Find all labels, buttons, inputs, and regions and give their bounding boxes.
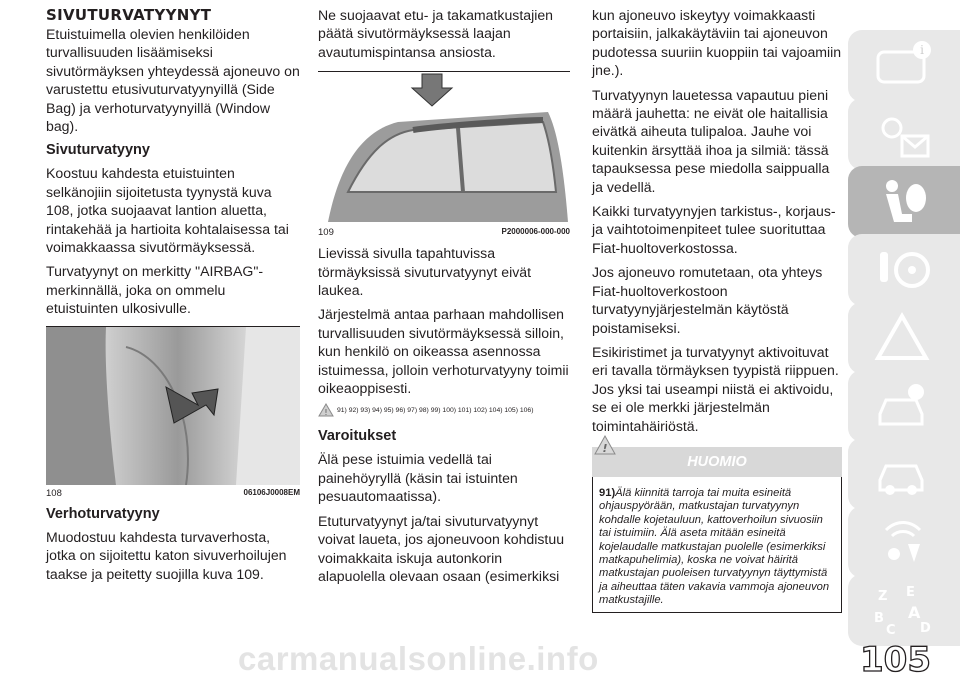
page-number: 105 xyxy=(860,640,931,680)
tab-dashboard[interactable] xyxy=(848,98,960,170)
paragraph: Ne suojaavat etu- ja takamatkustajien päätä sivutörmäyksessä laajan avautumispintansa ansiosta. xyxy=(318,7,554,60)
warning-triangle-icon xyxy=(872,310,934,366)
section-heading: SIVUTURVATYYNYT xyxy=(46,6,212,24)
note-body xyxy=(592,477,842,613)
figure-number: 109 xyxy=(318,227,334,239)
figure-109 xyxy=(318,71,570,238)
paragraph: kun ajoneuvo iskeytyy voimakkaasti portaisiin, jalkakäytäviin tai ajoneuvon pudotessa suuriin kuoppiin tai vajoamiin jne.). xyxy=(592,7,842,79)
warning-triangle-icon xyxy=(318,403,334,417)
paragraph: Älä pese istuimia vedellä tai painehöyryllä (käsin tai istuinten pesuautomaatissa). xyxy=(318,451,518,505)
note-title: HUOMIO xyxy=(687,453,747,470)
svg-text:C: C xyxy=(886,623,896,638)
svg-text:Z: Z xyxy=(878,589,888,604)
figure-number: 108 xyxy=(46,487,62,499)
note-text: Älä kiinnitä tarroja tai muita esineitä ohjauspyörään, matkustajan turvatyynyn kohdalle kojetauluun, kattoverhoilun sivuosiin tai istuimiin. Älä aseta mitään esineitä kojelaudalle matkustajan puolelle (esimerkiksi matkapuhelimia), koska ne voivat häiritä matkustajan puoleisen turvatyynyn täyttymistä ja aiheuttaa täten vakavia vammoja ajoneuvon matkustajille. xyxy=(599,486,830,607)
svg-text:i: i xyxy=(920,43,924,57)
car-info-icon xyxy=(872,38,934,94)
svg-text:A: A xyxy=(908,603,921,622)
seat-airbag-photo xyxy=(46,327,300,485)
subheading-side-airbag: Sivuturvatyyny xyxy=(46,142,150,159)
svg-text:B: B xyxy=(874,611,884,626)
paragraph: Koostuu kahdesta etuistuinten selkänojiin sijoitetusta tyynystä kuva 108, jotka suojaavat lantion aluetta, rintakehää ja hartioita kohtalaisessa tai voimakkaassa sivutörmäyksessä. xyxy=(46,165,289,256)
figure-caption xyxy=(46,485,300,499)
paragraph: Turvatyynyt on merkitty "AIRBAG"-merkinnällä, joka on ommelu etuistuinten ulkosivulle. xyxy=(46,263,264,317)
warning-reference-numbers: 91) 92) 93) 94) 95) 96) 97) 98) 99) 100) 101) 102) 104) 105) 106) xyxy=(337,406,534,414)
tab-starting-driving[interactable] xyxy=(848,234,960,306)
column-left xyxy=(46,6,300,589)
svg-text:!: ! xyxy=(324,408,328,418)
figure-code: 06106J0008EM xyxy=(243,487,300,497)
tab-safety[interactable] xyxy=(848,166,960,238)
dashboard-lights-icon xyxy=(872,106,934,162)
paragraph: Järjestelmä antaa parhaan mahdollisen turvallisuuden sivutörmäyksessä silloin, kun henkilö on oikeassa asennossa istuimessa, jolloin verhoturvatyyny toimii oikeaoppisesti. xyxy=(318,306,569,397)
subheading-window-airbag: Verhoturvatyyny xyxy=(46,505,160,522)
tab-technical-data[interactable] xyxy=(848,438,960,510)
airbag-seat-icon xyxy=(872,174,934,230)
paragraph: Jos ajoneuvo romutetaan, ota yhteys Fiat-huoltoverkostoon turvatyynyjärjestelmän käytöstä poistamiseksi. xyxy=(592,264,823,336)
watermark: carmanualsonline.info xyxy=(238,640,599,677)
subheading-warnings: Varoitukset xyxy=(318,428,397,445)
paragraph: Etuturvatyynyt ja/tai sivuturvatyynyt voivat laueta, jos ajoneuvoon kohdistuu voimakkaita iskuja autonkorin alapuolella olevaan osaan (esimerkiksi xyxy=(318,512,565,584)
column-right xyxy=(592,6,842,613)
warning-triangle-icon xyxy=(594,435,616,455)
note-number: 91) xyxy=(599,486,616,499)
paragraph: Kaikki turvatyynyjen tarkistus-, korjaus- ja vaihtotoimenpiteet tulee suorituttaa Fiat-huoltoverkostossa. xyxy=(592,203,836,256)
paragraph: Muodostuu kahdesta turvaverhosta, jotka on sijoitettu katon sivuverhoilujen taakse ja peitetty suojilla kuva 109. xyxy=(46,528,287,582)
alphabet-index-icon xyxy=(872,582,934,638)
chapter-tabs xyxy=(848,30,960,642)
car-specs-icon xyxy=(872,446,934,502)
tab-car-info[interactable] xyxy=(848,30,960,102)
figure-caption xyxy=(318,224,570,238)
figure-108 xyxy=(46,326,300,499)
tab-maintenance[interactable] xyxy=(848,370,960,442)
tab-multimedia[interactable] xyxy=(848,506,960,578)
car-service-icon xyxy=(872,378,934,434)
paragraph: Lievissä sivulla tapahtuvissa törmäyksissä sivuturvatyynyt eivät laukea. xyxy=(318,245,532,299)
media-navigation-icon xyxy=(872,514,934,570)
svg-text:D: D xyxy=(920,621,931,636)
key-steering-icon xyxy=(872,242,934,298)
tab-emergency[interactable] xyxy=(848,302,960,374)
note-header xyxy=(592,441,842,477)
paragraph: Turvatyynyn lauetessa vapautuu pieni määrä jauhetta: ne eivät ole haitallisia eivätkä aiheuta tulipaloa. Jauhe voi kuitenkin ärsyttää ihoa ja silmiä: tässä tapauksessa pese miedolla saippualla ja vedellä. xyxy=(592,86,830,195)
window-airbag-photo xyxy=(318,72,570,224)
tab-index[interactable] xyxy=(848,574,960,646)
figure-code: P2000006-000-000 xyxy=(501,227,570,237)
intro-paragraph: Etuistuimella olevien henkilöiden turvallisuuden lisäämiseksi sivutörmäyksen yhteydessä ajoneuvo on varustettu etusivuturvatyynyillä (Side Bag) ja verhoturvatyynyillä (Window bag). xyxy=(46,26,300,135)
svg-text:!: ! xyxy=(602,441,608,455)
paragraph: Esikiristimet ja turvatyynyt aktivoituvat eri tavalla törmäyksen tyypistä riippuen. Jos yksi tai useampi niistä ei aktivoidu, se ei ole merkki järjestelmän toimintahäiriöstä. xyxy=(592,343,839,434)
warning-references xyxy=(318,403,570,417)
svg-text:E: E xyxy=(906,585,915,600)
column-middle xyxy=(318,6,570,591)
